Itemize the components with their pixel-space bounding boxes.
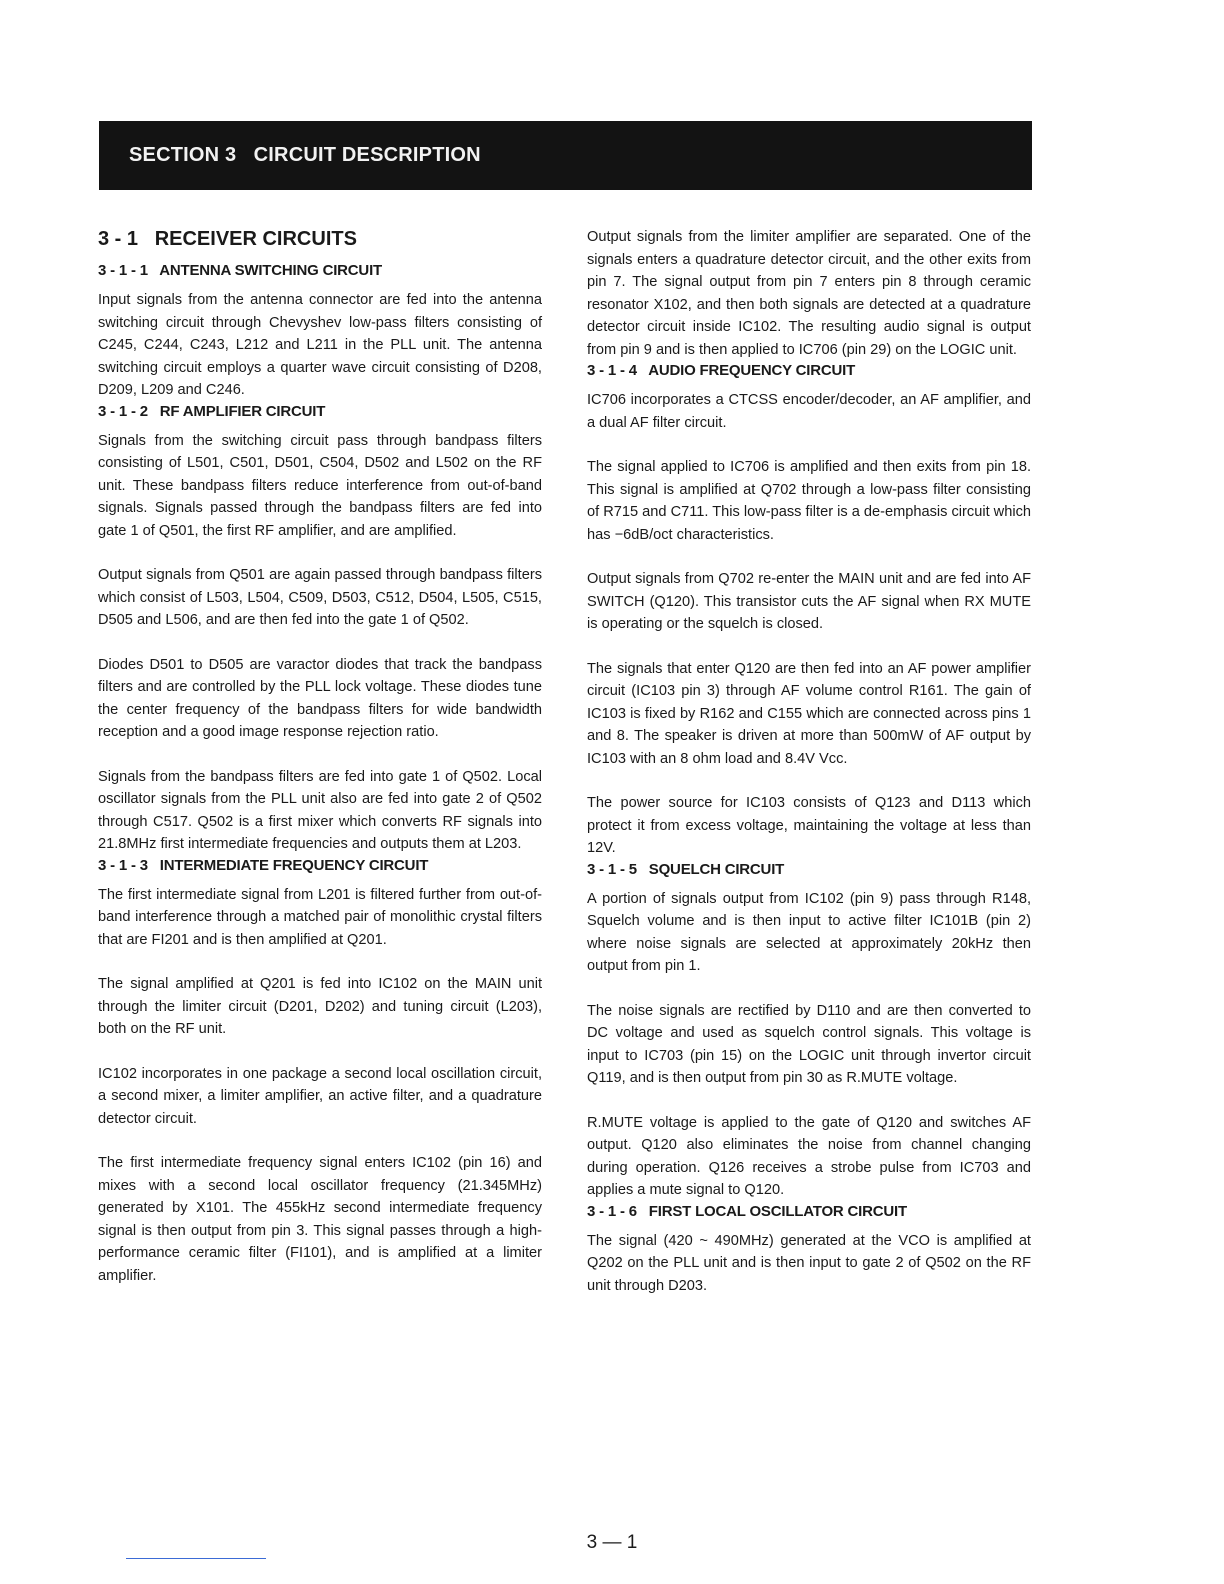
section-banner-title: SECTION 3 CIRCUIT DESCRIPTION xyxy=(129,144,481,166)
section-banner xyxy=(99,121,1032,190)
paragraph: The first intermediate frequency signal enters IC102 (pin 16) and mixes with a second local oscillator frequency (21.345MHz) generated by X101. The 455kHz second intermediate frequency signal is then output from pin 3. This signal passes through a high-performance ceramic filter (FI101), and is amplified at a limiter amplifier. xyxy=(98,1155,542,1284)
paragraph: The power source for IC103 consists of Q123 and D113 which protect it from excess voltage, maintaining the voltage at less than 12V. xyxy=(587,795,1031,856)
paragraph: Signals from the bandpass filters are fed into gate 1 of Q502. Local oscillator signals from the PLL unit also are fed into gate 2 of Q502 through C517. Q502 is a first mixer which converts RF signals into 21.8MHz first intermediate frequencies and outputs them at L203. xyxy=(98,768,542,852)
paragraph: Input signals from the antenna connector are fed into the antenna switching circuit through Chevyshev low-pass filters consisting of C245, C244, C243, L212 and L211 in the PLL unit. The antenna switching circuit employs a quarter wave circuit consisting of D208, D209, L209 and C246. xyxy=(98,292,542,398)
paragraph: The signals that enter Q120 are then fed into an AF power amplifier circuit (IC103 pin 3) through AF volume control R161. The gain of IC103 is fixed by R162 and C155 which are connected across pins 1 and 8. The speaker is driven at more than 500mW of AF output by IC103 with an 8 ohm load and 8.4V Vcc. xyxy=(587,660,1031,767)
paragraph: The signal (420 ~ 490MHz) generated at the VCO is amplified at Q202 on the PLL unit and is then input to gate 2 of Q502 on the RF unit through D203. xyxy=(587,1232,1031,1294)
subsection-heading: 3 - 1 - 2 RF AMPLIFIER CIRCUIT xyxy=(98,402,326,420)
paragraph: The signal applied to IC706 is amplified and then exits from pin 18. This signal is amplified at Q702 through a low-pass filter consisting of R715 and C711. This low-pass filter is a de-emphasis circuit which has −6dB/oct characteristics. xyxy=(587,459,1031,543)
paragraph: R.MUTE voltage is applied to the gate of Q120 and switches AF output. Q120 also eliminates the noise from channel changing during operation. Q126 receives a strobe pulse from IC703 and applies a mute signal to Q120. xyxy=(587,1114,1031,1198)
paragraph: Signals from the switching circuit pass through bandpass filters consisting of L501, C501, D501, C504, D502 and L502 on the RF unit. These bandpass filters reduce interference from out-of-band signals. Signals passed through the bandpass filters are fed into gate 1 of Q501, the first RF amplifier, and are amplified. xyxy=(98,432,542,539)
paragraph: The signal amplified at Q201 is fed into IC102 on the MAIN unit through the limiter circuit (D201, D202) and tuning circuit (L203), both on the RF unit. xyxy=(98,976,542,1037)
subsection-heading: 3 - 1 - 5 SQUELCH CIRCUIT xyxy=(587,860,785,878)
subsection-heading: 3 - 1 - 4 AUDIO FREQUENCY CIRCUIT xyxy=(587,362,856,379)
footer-rule xyxy=(126,1558,266,1559)
paragraph: Output signals from the limiter amplifier are separated. One of the signals enters a quadrature detector circuit, and the other exits from pin 7. The signal output from pin 7 enters pin 8 through ceramic resonator X102, and then both signals are detected at a quadrature detector circuit inside IC102. The resulting audio signal is output from pin 9 and is then applied to IC706 (pin 29) on the LOGIC unit. xyxy=(587,229,1031,358)
paragraph: Diodes D501 to D505 are varactor diodes that track the bandpass filters and are controlled by the PLL lock voltage. These diodes tune the center frequency of the bandpass filters for wide bandwidth reception and a good image response rejection ratio. xyxy=(98,656,542,740)
left-column xyxy=(98,226,542,1287)
paragraph: Output signals from Q501 are again passed through bandpass filters which consist of L503, L504, C509, D503, C512, D504, L505, C515, D505 and L506, and are then fed into the gate 1 of Q502. xyxy=(98,567,542,628)
section-title: 3 - 1 RECEIVER CIRCUITS xyxy=(98,228,357,250)
paragraph: IC102 incorporates in one package a second local oscillation circuit, a second mixer, a limiter amplifier, an active filter, and a quadrature detector circuit. xyxy=(98,1065,542,1127)
paragraph: IC706 incorporates a CTCSS encoder/decoder, an AF amplifier, and a dual AF filter circuit. xyxy=(587,392,1031,431)
subsection-heading: 3 - 1 - 1 ANTENNA SWITCHING CIRCUIT xyxy=(98,262,382,279)
subsection-heading: 3 - 1 - 6 FIRST LOCAL OSCILLATOR CIRCUIT xyxy=(587,1202,907,1220)
paragraph: The noise signals are rectified by D110 and are then converted to DC voltage and used as squelch control signals. This voltage is input to IC703 (pin 15) on the LOGIC unit through invertor circuit Q119, and is then output from pin 30 as R.MUTE voltage. xyxy=(587,1002,1031,1086)
subsection-heading: 3 - 1 - 3 INTERMEDIATE FREQUENCY CIRCUIT xyxy=(98,856,429,874)
paragraph: A portion of signals output from IC102 (pin 9) pass through R148, Squelch volume and is then input to active filter IC101B (pin 2) where noise signals are selected at approximately 20kHz then output from pin 1. xyxy=(587,890,1031,974)
right-column xyxy=(587,226,1031,1297)
paragraph: Output signals from Q702 re-enter the MAIN unit and are fed into AF SWITCH (Q120). This transistor cuts the AF signal when RX MUTE is operating or the squelch is closed. xyxy=(587,571,1031,632)
page-number: 3 — 1 xyxy=(586,1532,638,1553)
paragraph: The first intermediate signal from L201 is filtered further from out-of-band interference through a matched pair of monolithic crystal filters that are FI201 and is then amplified at Q201. xyxy=(98,886,542,948)
